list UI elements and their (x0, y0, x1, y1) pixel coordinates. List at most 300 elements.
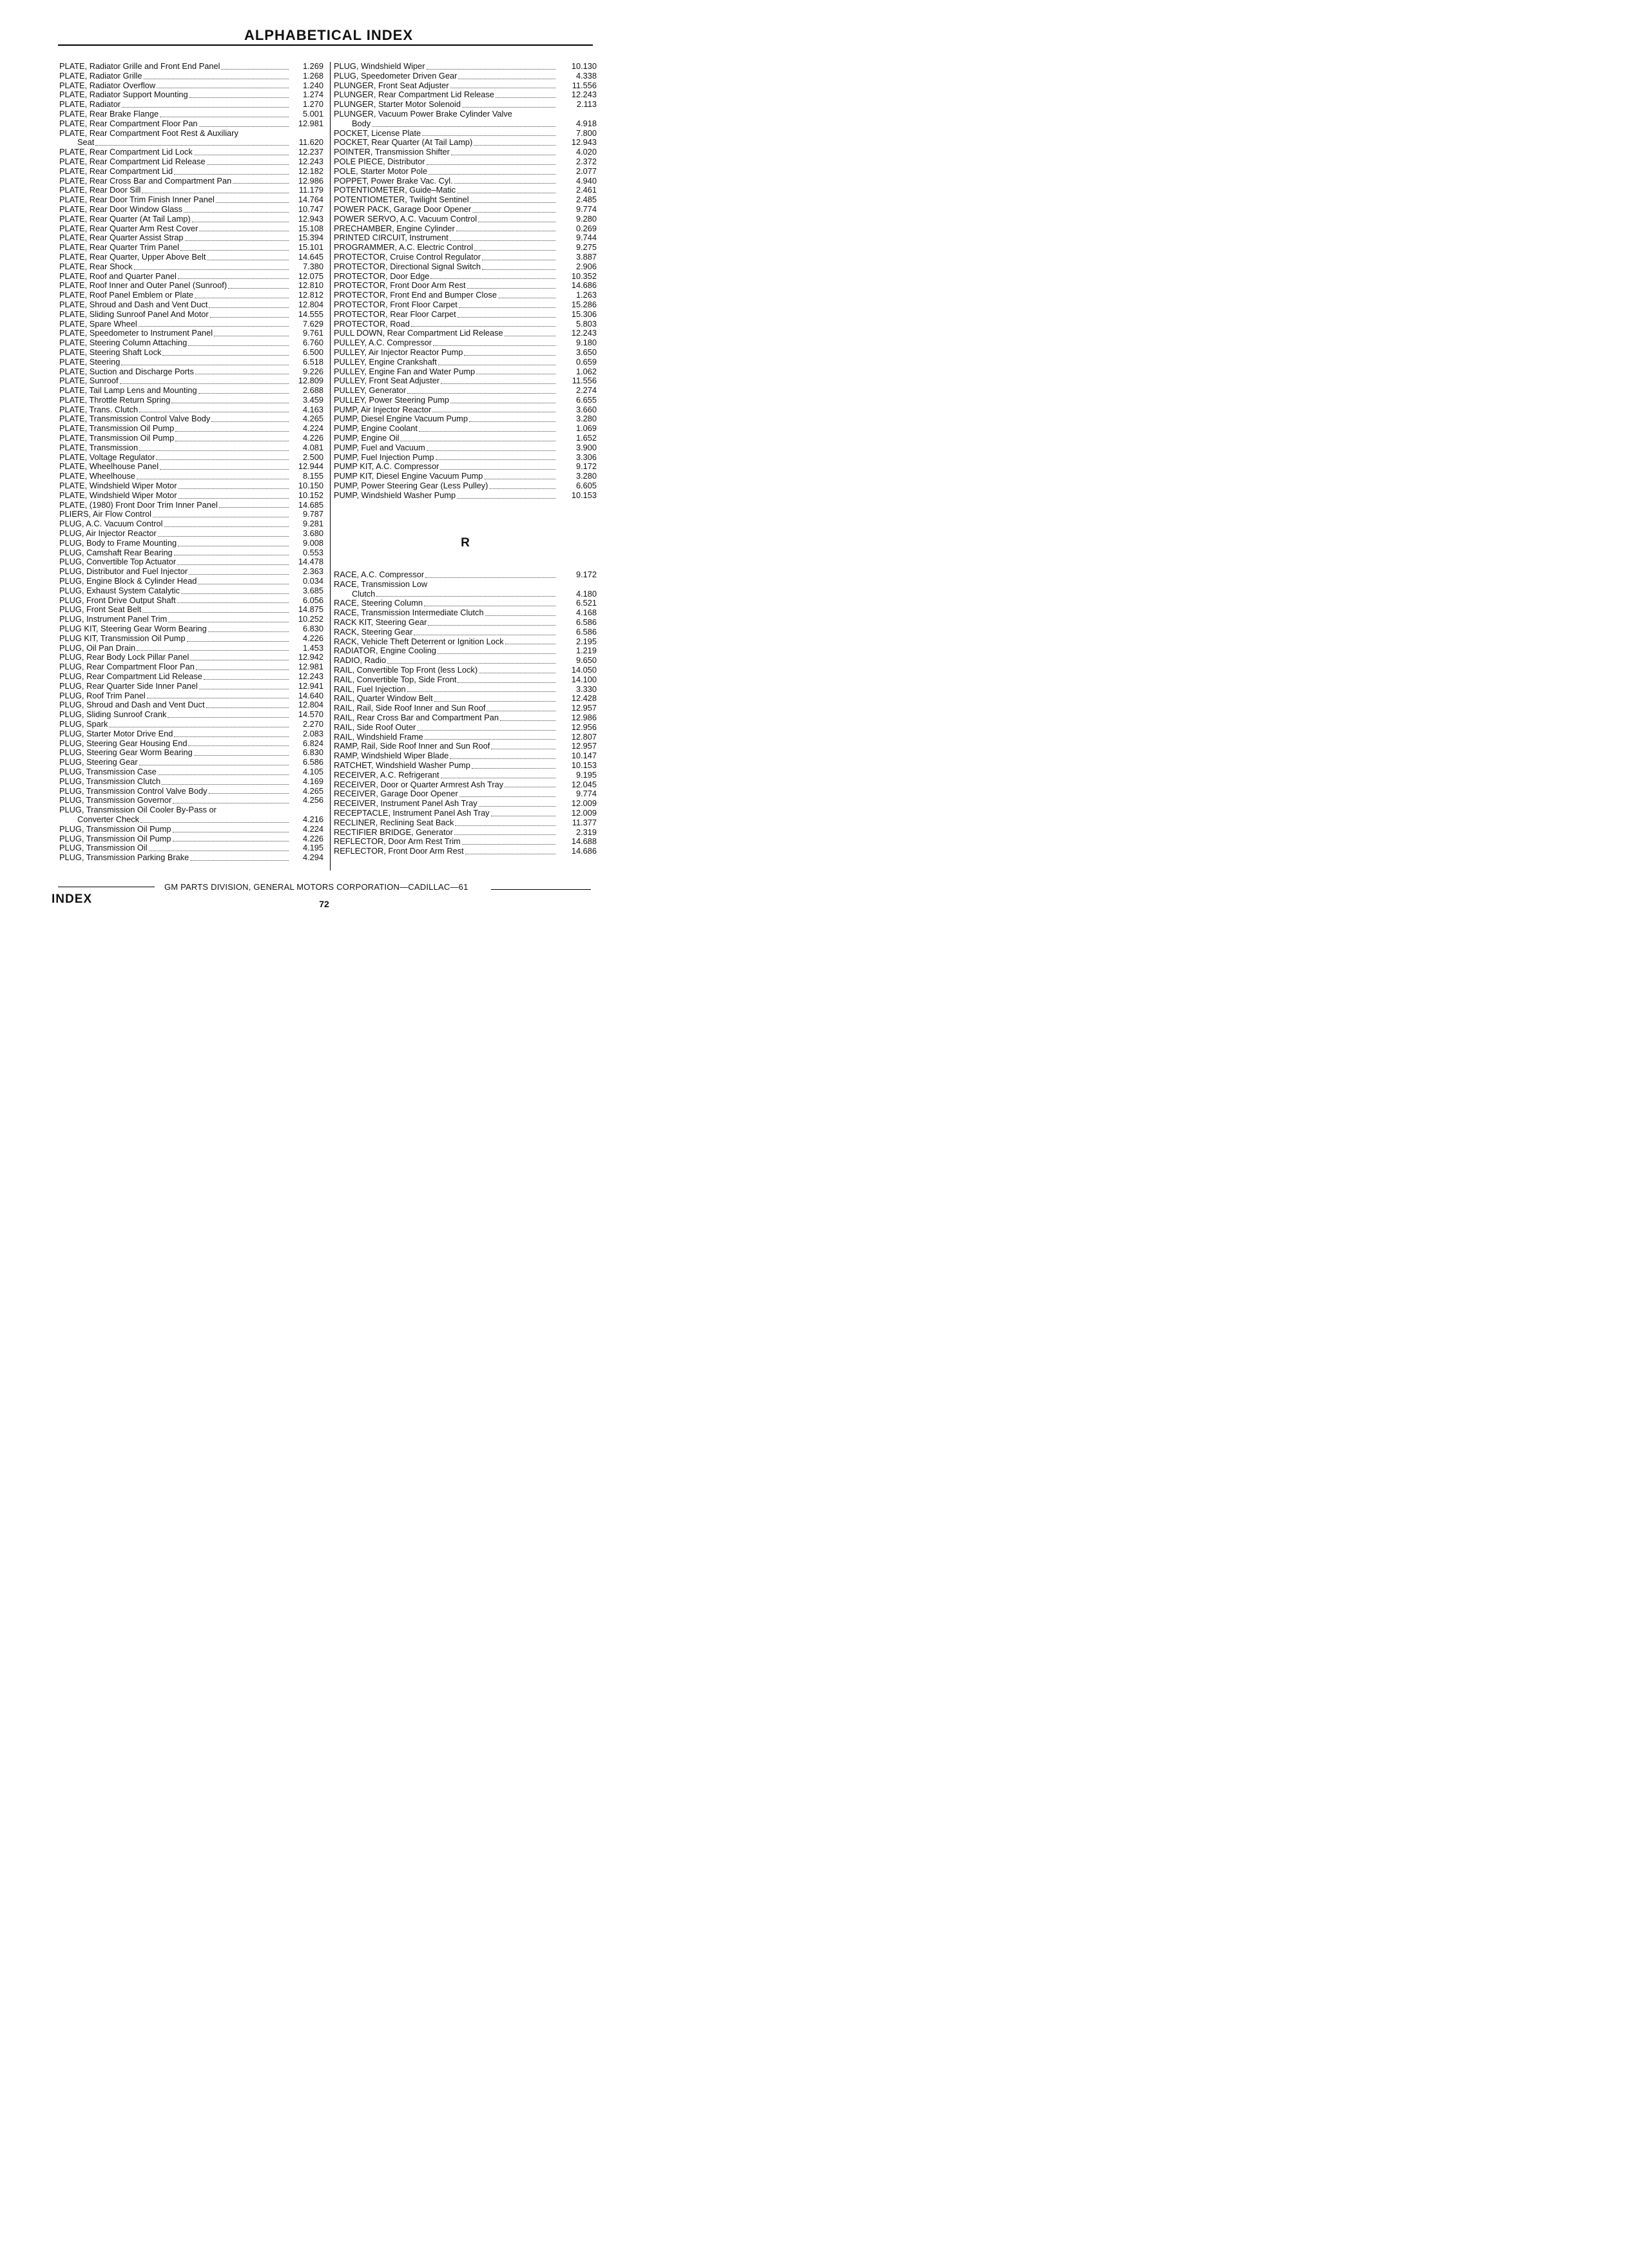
entry-reference: 3.330 (575, 684, 597, 694)
index-entry (59, 710, 323, 720)
index-entry (59, 224, 323, 234)
entry-reference: 4.168 (575, 608, 597, 618)
index-entry (334, 329, 597, 338)
entry-label: PLUG, Camshaft Rear Bearing (59, 547, 173, 557)
entry-label: PLUG, Steering Gear Housing End (59, 738, 188, 748)
entry-label: PLATE, Steering Column Attaching (59, 338, 188, 348)
dot-leader (407, 691, 555, 692)
dot-leader (95, 145, 289, 146)
index-entry (334, 424, 597, 434)
index-entry (59, 787, 323, 796)
entry-reference: 4.918 (575, 118, 597, 128)
index-entry (59, 367, 323, 377)
entry-reference: 11.556 (572, 80, 597, 90)
dot-leader (462, 844, 555, 845)
entry-reference: 3.680 (302, 528, 323, 539)
dot-leader (427, 450, 555, 451)
dot-leader (162, 355, 289, 356)
dot-leader (464, 355, 555, 356)
index-entry (59, 195, 323, 205)
entry-label: PULLEY, Engine Crankshaft (334, 356, 437, 367)
entry-reference: 4.180 (575, 588, 597, 599)
dot-leader (457, 498, 555, 499)
dot-leader (429, 174, 555, 175)
index-entry (59, 729, 323, 739)
index-entry (334, 462, 597, 472)
index-entry (334, 110, 597, 119)
entry-reference: 14.478 (298, 557, 323, 567)
dot-leader (479, 806, 555, 807)
entry-reference: 14.555 (298, 309, 323, 319)
entry-label: PLATE, Rear Compartment Lid Release (59, 156, 206, 166)
dot-leader (455, 825, 555, 826)
entry-label: PLUG, Front Drive Output Shaft (59, 595, 176, 605)
index-entry (334, 148, 597, 157)
entry-reference: 12.810 (298, 280, 323, 291)
index-entry (334, 618, 597, 628)
entry-label: PLATE, Rear Door Sill (59, 185, 141, 195)
entry-reference: 9.761 (302, 328, 323, 338)
entry-reference: 12.943 (298, 213, 323, 224)
entry-label: PLUNGER, Front Seat Adjuster (334, 80, 449, 90)
entry-label: POTENTIOMETER, Guide–Matic (334, 185, 456, 195)
index-entry (59, 577, 323, 586)
index-entry (59, 129, 323, 139)
dot-leader (467, 288, 555, 289)
entry-reference: 15.306 (571, 309, 597, 319)
index-entry (59, 758, 323, 767)
entry-reference: 3.306 (575, 452, 597, 462)
entry-label: PLATE, Rear Compartment Foot Rest & Auxiliary (59, 128, 238, 138)
entry-label: PULLEY, Air Injector Reactor Pump (334, 347, 463, 357)
index-entry (334, 491, 597, 501)
dot-leader (139, 326, 289, 327)
entry-reference: 7.800 (575, 128, 597, 138)
entry-reference: 12.943 (571, 137, 597, 148)
dot-leader (140, 822, 289, 823)
entry-reference: 14.050 (571, 664, 597, 675)
entry-label: RAMP, Rail, Side Roof Inner and Sun Roof (334, 741, 490, 751)
entry-label: RACE, Steering Column (334, 598, 423, 608)
entry-label: PLUG, Front Seat Belt (59, 604, 142, 615)
entry-label: PLUG, Starter Motor Drive End (59, 728, 173, 738)
entry-label: PULL DOWN, Rear Compartment Lid Release (334, 328, 503, 338)
index-column-right-r (334, 570, 597, 856)
entry-label: RAIL, Rail, Side Roof Inner and Sun Roof (334, 703, 486, 713)
entry-label: PLATE, Rear Compartment Lid Lock (59, 147, 193, 157)
entry-reference: 9.281 (302, 519, 323, 529)
index-entry (334, 443, 597, 453)
index-entry (334, 129, 597, 139)
entry-reference: 11.620 (298, 137, 323, 148)
entry-label: PROTECTOR, Front Door Arm Rest (334, 280, 466, 291)
entry-label: PLATE, Rear Quarter (At Tail Lamp) (59, 213, 191, 224)
entry-reference: 4.224 (302, 423, 323, 434)
dot-leader (450, 758, 555, 759)
index-entry (59, 148, 323, 157)
dot-leader (485, 615, 555, 616)
entry-reference: 14.688 (571, 836, 597, 847)
entry-reference: 14.875 (298, 604, 323, 615)
entry-reference: 12.804 (298, 700, 323, 710)
index-entry (334, 713, 597, 723)
index-entry (334, 751, 597, 761)
entry-reference: 12.243 (298, 671, 323, 681)
entry-reference: 4.224 (302, 823, 323, 834)
dot-leader (139, 450, 289, 451)
entry-reference: 2.363 (302, 566, 323, 577)
entry-reference: 12.981 (298, 662, 323, 672)
dot-leader (489, 488, 555, 489)
dot-leader (189, 97, 289, 98)
index-entry (334, 472, 597, 481)
entry-label: RADIATOR, Engine Cooling (334, 646, 436, 656)
entry-label: PLUG, Shroud and Dash and Vent Duct (59, 700, 205, 710)
dot-leader (174, 174, 289, 175)
index-entry (59, 700, 323, 710)
entry-label: PULLEY, Front Seat Adjuster (334, 376, 440, 386)
entry-label: PLATE, Rear Door Trim Finish Inner Panel (59, 195, 215, 205)
dot-leader (469, 421, 555, 422)
entry-reference: 14.686 (571, 846, 597, 856)
dot-leader (187, 641, 289, 642)
index-entry (59, 739, 323, 749)
index-entry (334, 580, 597, 590)
entry-reference: 9.195 (575, 769, 597, 780)
index-entry (59, 825, 323, 834)
index-entry (334, 637, 597, 647)
entry-reference: 2.372 (575, 156, 597, 166)
index-entry (59, 424, 323, 434)
dot-leader (221, 69, 289, 70)
index-entry (334, 780, 597, 790)
dot-leader (194, 755, 289, 756)
index-entry (59, 644, 323, 653)
index-column-left (59, 62, 323, 863)
entry-label: PLUG, Transmission Oil (59, 843, 148, 853)
dot-leader (459, 796, 555, 797)
title-rule (58, 44, 593, 46)
entry-reference: 14.685 (298, 499, 323, 510)
dot-leader (199, 126, 289, 127)
entry-reference: 12.807 (571, 731, 597, 742)
entry-label: PLUG, Spark (59, 718, 108, 729)
entry-label: PLUG, Roof Trim Panel (59, 690, 146, 700)
entry-reference: 9.172 (575, 570, 597, 579)
entry-reference: 12.243 (298, 156, 323, 166)
entry-reference: 12.944 (298, 461, 323, 472)
entry-label: PLIERS, Air Flow Control (59, 509, 151, 519)
dot-leader (216, 202, 289, 203)
index-entry (59, 233, 323, 243)
entry-label: PLUNGER, Starter Motor Solenoid (334, 99, 461, 110)
entry-reference: 9.280 (575, 213, 597, 224)
index-entry (59, 767, 323, 777)
index-entry (59, 186, 323, 195)
index-entry (334, 224, 597, 234)
dot-leader (181, 593, 289, 594)
entry-label: PLUG, Transmission Clutch (59, 776, 161, 786)
index-entry (59, 405, 323, 415)
entry-label: PLUG, Transmission Oil Pump (59, 823, 171, 834)
entry-reference: 6.605 (575, 481, 597, 491)
entry-label: PLATE, Rear Brake Flange (59, 108, 159, 119)
entry-reference: 12.981 (298, 118, 323, 128)
dot-leader (376, 596, 555, 597)
entry-reference: 3.459 (302, 394, 323, 405)
dot-leader (206, 707, 289, 708)
entry-reference: 3.685 (302, 585, 323, 595)
entry-label: RAIL, Quarter Window Belt (334, 693, 433, 704)
dot-leader (372, 126, 555, 127)
index-entry (59, 81, 323, 91)
dot-leader (207, 164, 289, 165)
index-entry (59, 529, 323, 539)
index-entry (334, 167, 597, 177)
entry-label: POWER SERVO, A.C. Vacuum Control (334, 213, 477, 224)
entry-label: RACK, Steering Gear (334, 626, 413, 637)
dot-leader (149, 850, 289, 851)
entry-reference: 7.629 (302, 318, 323, 329)
index-entry (334, 272, 597, 282)
entry-label: PLATE, Radiator Overflow (59, 80, 156, 90)
index-column-right-p (334, 62, 597, 501)
dot-leader (470, 202, 555, 203)
index-entry (334, 608, 597, 618)
entry-label: PROGRAMMER, A.C. Electric Control (334, 242, 474, 253)
index-entry (59, 501, 323, 510)
dot-leader (185, 240, 289, 241)
entry-label: PLATE, Voltage Regulator (59, 452, 155, 462)
entry-label: RATCHET, Windshield Washer Pump (334, 760, 470, 770)
entry-reference: 5.001 (302, 108, 323, 119)
entry-reference: 1.062 (575, 366, 597, 376)
index-entry (59, 462, 323, 472)
entry-label: PLUNGER, Rear Compartment Lid Release (334, 90, 494, 100)
entry-reference: 12.075 (298, 271, 323, 281)
entry-reference: 2.077 (575, 166, 597, 176)
index-entry (59, 376, 323, 386)
entry-label: PLATE, Shroud and Dash and Vent Duct (59, 299, 208, 309)
dot-leader (428, 625, 555, 626)
dot-leader (184, 212, 289, 213)
entry-reference: 3.660 (575, 404, 597, 414)
dot-leader (120, 383, 289, 384)
column-divider (330, 62, 331, 870)
entry-reference: 9.774 (575, 204, 597, 214)
entry-label: PROTECTOR, Front Floor Carpet (334, 299, 458, 309)
index-entry (59, 310, 323, 320)
index-entry (59, 748, 323, 758)
dot-leader (474, 145, 555, 146)
entry-reference: 6.830 (302, 747, 323, 758)
index-entry (59, 348, 323, 358)
entry-reference: 4.265 (302, 785, 323, 796)
entry-label: PLATE, Rear Door Window Glass (59, 204, 183, 214)
entry-label: PLUG, Air Injector Reactor (59, 528, 157, 539)
entry-reference: 2.485 (575, 195, 597, 205)
page-number: 72 (319, 899, 329, 909)
dot-leader (440, 469, 555, 470)
index-entry (334, 119, 597, 129)
dot-leader (472, 768, 555, 769)
index-entry (334, 72, 597, 81)
entry-reference: 12.009 (571, 807, 597, 818)
entry-label: RECEIVER, A.C. Refrigerant (334, 769, 439, 780)
index-entry (59, 843, 323, 853)
index-entry (334, 62, 597, 72)
entry-reference: 1.274 (302, 90, 323, 100)
index-entry (334, 233, 597, 243)
entry-reference: 1.240 (302, 80, 323, 90)
entry-label: PLATE, Sliding Sunroof Panel And Motor (59, 309, 209, 319)
dot-leader (137, 650, 289, 651)
entry-reference: 12.812 (298, 290, 323, 300)
entry-label: PULLEY, Engine Fan and Water Pump (334, 366, 476, 376)
dot-leader (438, 653, 555, 654)
entry-label: PLUG, Convertible Top Actuator (59, 557, 177, 567)
dot-leader (500, 720, 555, 721)
index-entry (59, 358, 323, 367)
entry-label: PLATE, Tail Lamp Lens and Mounting (59, 385, 197, 396)
dot-leader (178, 278, 289, 279)
index-entry (334, 310, 597, 320)
entry-reference: 15.286 (571, 299, 597, 309)
dot-leader (430, 278, 555, 279)
entry-label: RACE, Transmission Intermediate Clutch (334, 608, 484, 618)
entry-reference: 4.105 (302, 766, 323, 776)
dot-leader (158, 536, 289, 537)
entry-label: PLUG, Distributor and Fuel Injector (59, 566, 188, 577)
index-entry (59, 634, 323, 644)
entry-label: PLUG, Speedometer Driven Gear (334, 70, 458, 81)
entry-label: PLATE, Windshield Wiper Motor (59, 481, 177, 491)
entry-reference: 7.380 (302, 261, 323, 271)
entry-label: RAIL, Rear Cross Bar and Compartment Pan (334, 712, 499, 722)
dot-leader (436, 459, 555, 460)
dot-leader (162, 784, 289, 785)
index-entry (59, 281, 323, 291)
index-entry (334, 100, 597, 110)
footer-rule (491, 889, 591, 890)
dot-leader (425, 577, 555, 578)
entry-reference: 4.256 (302, 795, 323, 805)
entry-label: PLUG KIT, Steering Gear Worm Bearing (59, 624, 207, 634)
index-entry (59, 90, 323, 100)
entry-reference: 11.556 (572, 376, 597, 386)
entry-label: PUMP KIT, A.C. Compressor (334, 461, 439, 472)
index-entry (59, 329, 323, 338)
dot-leader (198, 393, 289, 394)
index-entry (334, 809, 597, 818)
entry-reference: 11.179 (298, 185, 323, 195)
index-entry (59, 853, 323, 863)
dot-leader (482, 269, 555, 270)
entry-label: PROTECTOR, Road (334, 318, 410, 329)
index-entry (59, 691, 323, 701)
index-entry (334, 291, 597, 300)
entry-reference: 12.809 (298, 376, 323, 386)
dot-leader (178, 488, 289, 489)
dot-leader (454, 834, 555, 835)
index-entry (334, 646, 597, 656)
dot-leader (233, 183, 289, 184)
dot-leader (458, 682, 555, 683)
entry-label: PULLEY, Generator (334, 385, 407, 396)
entry-label: PUMP, Engine Oil (334, 433, 400, 443)
entry-label: PLUG, Rear Compartment Floor Pan (59, 662, 195, 672)
entry-label: PLUG, Exhaust System Catalytic (59, 585, 180, 595)
index-entry (59, 481, 323, 491)
entry-label: PROTECTOR, Front End and Bumper Close (334, 290, 497, 300)
entry-reference: 3.650 (575, 347, 597, 357)
entry-label: PLUG, Steering Gear (59, 757, 138, 767)
entry-reference: 1.268 (302, 70, 323, 81)
dot-leader (425, 739, 555, 740)
entry-reference: 4.226 (302, 633, 323, 643)
entry-label: PROTECTOR, Cruise Control Regulator (334, 251, 481, 262)
index-entry (334, 376, 597, 386)
entry-label: PLATE, Windshield Wiper Motor (59, 490, 177, 500)
index-entry (59, 720, 323, 729)
index-entry (334, 847, 597, 856)
entry-reference: 10.153 (571, 490, 597, 500)
entry-label: PLATE, Rear Cross Bar and Compartment Pan (59, 175, 232, 186)
dot-leader (168, 717, 289, 718)
dot-leader (178, 498, 289, 499)
entry-label: PLUG, A.C. Vacuum Control (59, 519, 163, 529)
dot-leader (196, 669, 289, 670)
entry-reference: 2.319 (575, 827, 597, 837)
dot-leader (411, 326, 555, 327)
entry-reference: 12.986 (571, 712, 597, 722)
index-entry (59, 586, 323, 596)
dot-leader (474, 250, 555, 251)
entry-label: PULLEY, Power Steering Pump (334, 394, 450, 405)
entry-reference: 12.804 (298, 299, 323, 309)
entry-label: RACE, A.C. Compressor (334, 570, 425, 579)
dot-leader (450, 240, 555, 241)
entry-reference: 1.219 (575, 646, 597, 656)
entry-label: POLE PIECE, Distributor (334, 156, 425, 166)
entry-reference: 2.270 (302, 718, 323, 729)
index-entry (59, 110, 323, 119)
entry-label: PLATE, Rear Quarter Assist Strap (59, 233, 184, 243)
index-entry (334, 386, 597, 396)
entry-reference: 10.252 (298, 614, 323, 624)
entry-reference: 9.774 (575, 789, 597, 799)
entry-reference: 12.009 (571, 798, 597, 809)
dot-leader (458, 317, 555, 318)
entry-label: PLATE, Sunroof (59, 376, 119, 386)
entry-label: RAMP, Windshield Wiper Blade (334, 751, 449, 761)
index-entry (59, 119, 323, 129)
entry-reference: 12.957 (571, 703, 597, 713)
entry-label: PUMP, Fuel Injection Pump (334, 452, 434, 462)
entry-reference: 1.652 (575, 433, 597, 443)
entry-reference: 9.787 (302, 509, 323, 519)
entry-label: PLATE, Rear Compartment Lid (59, 166, 173, 176)
index-entry (59, 567, 323, 577)
entry-label: PLATE, Radiator (59, 99, 121, 110)
footer-publisher: GM PARTS DIVISION, GENERAL MOTORS CORPORATION—CADILLAC—61 (164, 882, 468, 892)
dot-leader (434, 701, 555, 702)
dot-leader (134, 269, 289, 270)
index-entry (59, 491, 323, 501)
entry-label: PLATE, Suction and Discharge Ports (59, 366, 194, 376)
entry-label: RAIL, Side Roof Outer (334, 722, 416, 732)
entry-label: PLUG, Engine Block & Cylinder Head (59, 576, 197, 586)
